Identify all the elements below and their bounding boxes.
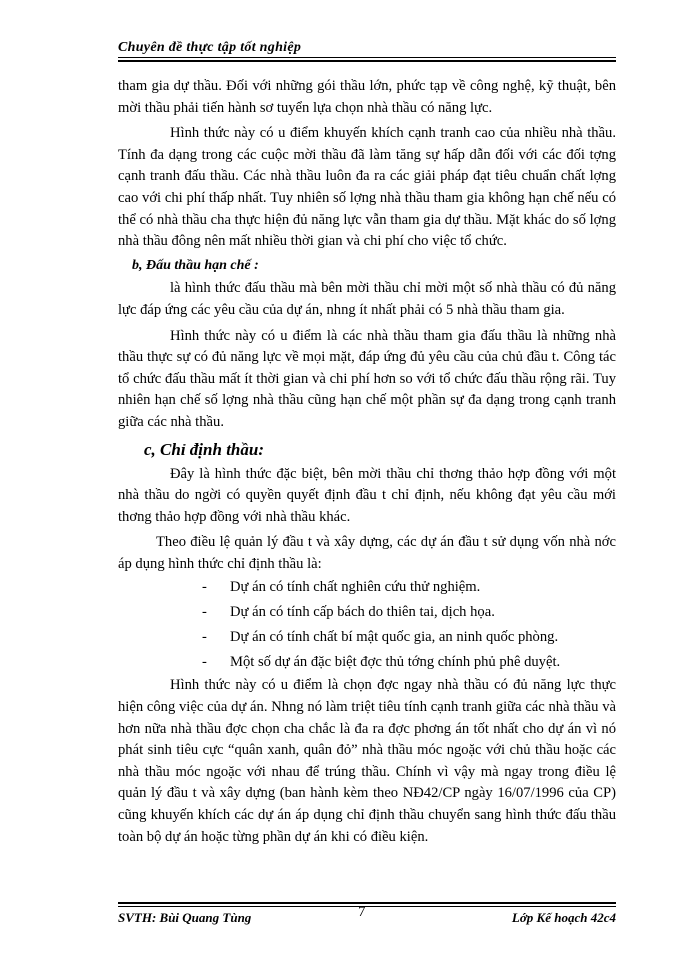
bullet-dash: - (202, 629, 207, 646)
subheading-b: b, Đấu thầu hạn chế : (132, 257, 259, 273)
footer-author: SVTH: Bùi Quang Tùng (118, 910, 252, 925)
list-item: - Dự án có tính cấp bách do thiên tai, dịch họa. (118, 600, 616, 625)
paragraph-2: Hình thức này có u điểm khuyến khích cạnh tranh cao của nhiều nhà thầu. Tính đa dạng trong các cuộc mời thầu đã làm tăng sự hấp dẫn đối với các đối tợng cạnh tranh đấu thầu. Các nhà thầu luôn đa ra các giải pháp đạt tiêu chuẩn chất lợng cao với chi phí thấp nhất. Tuy nhiên số lợng nhà thầu tham gia không hạn chế nếu có thể có nhà thầu cha thực hiện đủ năng lực vẫn tham gia dự thầu. Mặt khác do số lợng nhà thầu đông nên mất nhiều thời gian và chi phí cho việc tổ chức. (118, 125, 616, 250)
paragraph-7: Hình thức này có u điểm là chọn đợc ngay nhà thầu có đủ năng lực thực hiện công việc của dự án. Nhng nó làm triệt tiêu tính cạnh tranh giữa các nhà thầu và hơn nữa nhà thầu đợc chọn cha chắc là đa ra đợc phơng án tốt nhất cho dự án vì nó phát sinh tiêu cực “quân xanh, quân đỏ” nhà thầu móc ngoặc với chủ thầu hoặc các nhà thầu móc ngoặc với nhau để trúng thầu. Chính vì vậy mà ngay trong điều lệ quản lý đầu t và xây dựng (ban hành kèm theo NĐ42/CP ngày 16/07/1996 của CP) cũng khuyến khích các dự án áp dụng chỉ định thầu chuyển sang hình thức đấu thầu toàn bộ dự án hoặc từng phần dự án khi có điều kiện. (118, 677, 616, 845)
paragraph-1: tham gia dự thầu. Đối với những gói thầu lớn, phức tạp về công nghệ, kỹ thuật, bên mời thầu phải tiến hành sơ tuyển lựa chọn nhà thầu có năng lực. (118, 78, 616, 116)
list-item: - Dự án có tính chất bí mật quốc gia, an ninh quốc phòng. (118, 625, 616, 650)
bullet-dash: - (202, 604, 207, 621)
footer-class: Lớp Kế hoạch 42c4 (511, 910, 616, 925)
page-number: 7 (358, 904, 366, 920)
subheading-c: c, Chỉ định thầu: (144, 439, 264, 459)
bullet-dash: - (202, 579, 207, 596)
list-item: - Một số dự án đặc biệt đợc thủ tớng chính phủ phê duyệt. (118, 650, 616, 675)
footer-rule (118, 906, 616, 907)
bullet-list (118, 575, 616, 675)
header-rule-thick (118, 60, 616, 62)
footer-rule-thick (118, 902, 616, 904)
header-rule (118, 57, 616, 58)
header-title: Chuyên đề thực tập tốt nghiệp (118, 40, 302, 55)
paragraph-5: Đây là hình thức đặc biệt, bên mời thầu chỉ thơng thảo hợp đồng với một nhà thầu do ngời có quyền quyết định đầu t chỉ định, nếu không đạt yêu cầu mới thơng thảo hợp đồng với nhà thầu khác. (118, 465, 616, 525)
paragraph-6: Theo điều lệ quản lý đầu t và xây dựng, các dự án đầu t sử dụng vốn nhà nớc áp dụng hình thức chỉ định thầu là: (118, 534, 616, 572)
paragraph-4: Hình thức này có u điểm là các nhà thầu tham gia đấu thầu là những nhà thầu thực sự có đủ năng lực về mọi mặt, đáp ứng đủ yêu cầu của chủ đầu t. Công tác tổ chức đấu thầu mất ít thời gian và chi phí hơn so với tổ chức đấu thầu rộng rãi. Tuy nhiên hạn chế số lợng nhà thầu cũng hạn chế một phần sự đa dạng trong cạnh tranh giữa các nhà thầu. (118, 327, 616, 430)
paragraph-3: là hình thức đấu thầu mà bên mời thầu chỉ mời một số nhà thầu có đủ năng lực đáp ứng các yêu cầu của dự án, nhng ít nhất phải có 5 nhà thầu tham gia. (118, 280, 616, 318)
list-item: - Dự án có tính chất nghiên cứu thử nghiệm. (118, 575, 616, 600)
page-body (118, 76, 616, 848)
bullet-dash: - (202, 654, 207, 671)
